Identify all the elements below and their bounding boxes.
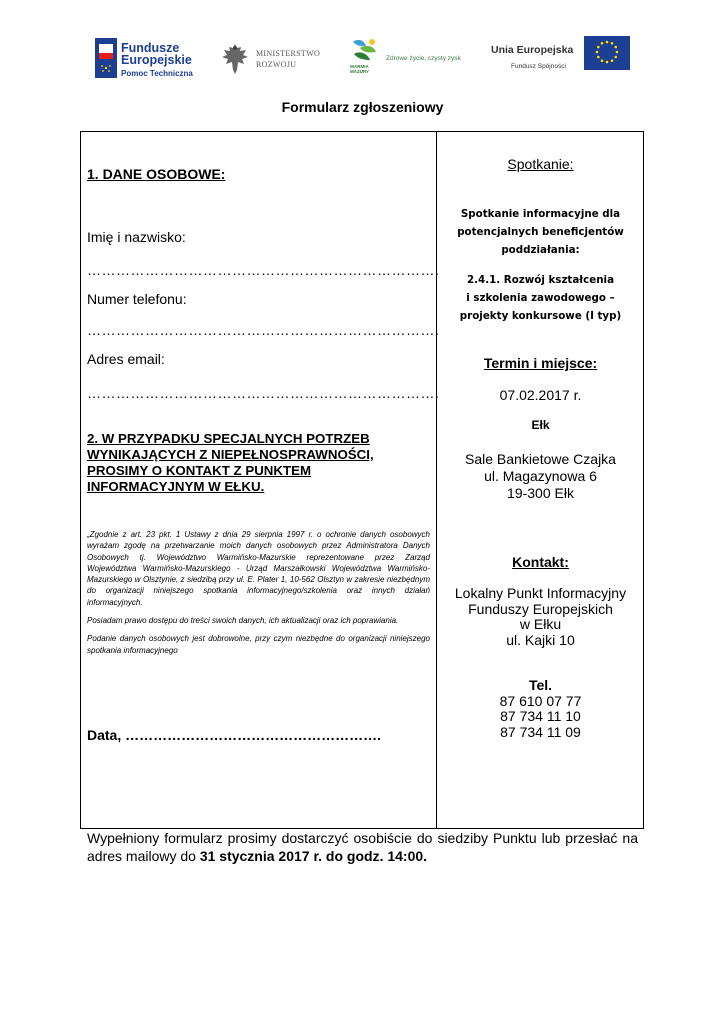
section2-heading: 2. W PRZYPADKU SPECJALNYCH POTRZEB WYNIKAJĄCYCH Z NIEPEŁNOSPRAWNOŚCI, PROSIMY O KONTAKT Z PUNKTEM INFORMACYJNYM W EŁKU.	[87, 431, 374, 494]
mr-name	[256, 48, 320, 70]
header-logos	[0, 28, 725, 90]
contact-line2: Funduszy Europejskich	[468, 600, 613, 617]
phone-numbers	[437, 678, 644, 740]
phone-label: Numer telefonu:	[87, 291, 187, 307]
eu-flag-icon	[584, 36, 630, 70]
email-label: Adres email:	[87, 351, 165, 367]
name-label: Imię i nazwisko:	[87, 229, 186, 245]
tel-number-2: 87 734 11 10	[500, 708, 581, 724]
name-field[interactable]: ……………………………………………………………….	[87, 262, 440, 278]
venue-line3: 19-300 Ełk	[507, 485, 574, 501]
fundusze-europejskie-logo	[95, 38, 210, 88]
ministerstwo-rozwoju-logo	[220, 42, 330, 82]
wm-name	[350, 64, 369, 74]
meeting-desc-line1: Spotkanie informacyjne dla	[460, 208, 621, 220]
warmia-mazury-logo	[348, 38, 478, 83]
date-field[interactable]: Data, ……………………………………………….	[87, 727, 382, 743]
fe-name	[121, 42, 192, 66]
venue-line2: ul. Magazynowa 6	[484, 468, 597, 484]
wm-name-line1: WARMIA	[350, 64, 369, 69]
email-field[interactable]: ……………………………………………………………….	[87, 385, 440, 401]
contact-label: Kontakt:	[512, 554, 569, 570]
wm-name-line2: MAZURY	[350, 69, 370, 74]
consent-paragraph-1: „Zgodnie z art. 23 pkt. 1 Ustawy z dnia 29 sierpnia 1997 r. o ochronie danych osobowych wyrażam zgodę na przetwarzanie moich danych osobowych przez Administratora Danych Osobowych tj. Województwo Warmińsko-Mazurskie reprezentowane przez Zarząd Województwa Warmińsko-Mazurskiego - Urząd Marszałkowski Województwa Warmińsko-Mazurskiego w Olsztynie, z siedzibą przy ul. E. Plater 1, 10-562 Olsztyn w zakresie niezbędnym do organizacji niniejszego spotkania informacyjnego/szkolenia oraz innych działań informacyjnych.	[87, 530, 430, 607]
data-consent-clause	[87, 529, 430, 663]
submission-deadline: 31 stycznia 2017 r. do godz. 14:00.	[199, 848, 428, 864]
meeting-label: Spotkanie:	[507, 156, 574, 172]
page-title: Formularz zgłoszeniowy	[281, 99, 444, 115]
measure-line2: i szkolenia zawodowego –	[466, 292, 615, 304]
fe-flag-icon	[95, 38, 117, 78]
consent-paragraph-3: Podanie danych osobowych jest dobrowolne, przy czym niezbędne do organizacji niniejszego spotkania informacyjnego	[87, 634, 430, 655]
meeting-city: Ełk	[531, 418, 550, 432]
meeting-description	[437, 205, 644, 259]
tel-label: Tel.	[528, 677, 553, 693]
wm-slogan: Zdrowe życie, czysty zysk	[386, 55, 461, 62]
ue-title: Unia Europejska	[491, 44, 574, 56]
measure-description	[437, 271, 644, 325]
warmia-mazury-mark-icon	[350, 38, 378, 64]
fe-name-line2: Europejskie	[121, 53, 192, 67]
submission-note	[87, 829, 638, 865]
measure-line3: projekty konkursowe (I typ)	[459, 310, 622, 322]
fe-subtitle: Pomoc Techniczna	[121, 69, 193, 78]
tel-number-1: 87 610 07 77	[499, 692, 582, 709]
contact-line1: Lokalny Punkt Informacyjny	[454, 585, 627, 601]
contact-info	[437, 586, 644, 648]
venue-line1: Sale Bankietowe Czajka	[465, 451, 616, 467]
venue	[437, 451, 644, 502]
submission-note-text: Wypełniony formularz prosimy dostarczyć osobiście do siedziby Punktu lub przesłać na adres mailowy do	[87, 830, 638, 864]
date-place-label: Termin i miejsce:	[483, 355, 598, 371]
measure-line1: 2.4.1. Rozwój kształcenia	[466, 274, 615, 286]
phone-field[interactable]: ……………………………………………………………….	[87, 322, 440, 338]
meeting-desc-line2: potencjalnych beneficjentów	[457, 226, 624, 238]
eagle-icon	[220, 42, 250, 76]
section1-heading: 1. DANE OSOBOWE:	[87, 166, 226, 182]
ue-subtitle: Fundusz Spójności	[511, 63, 566, 70]
contact-line3: w Ełku	[519, 616, 562, 632]
contact-line4: ul. Kajki 10	[506, 631, 575, 648]
unia-europejska-logo	[488, 36, 648, 82]
tel-number-3: 87 734 11 09	[500, 723, 581, 740]
consent-paragraph-2: Posiadam prawo dostępu do treści swoich danych, ich aktualizacji oraz ich poprawiania.	[87, 616, 399, 626]
meeting-desc-line3: poddziałania:	[501, 244, 580, 256]
mr-name-line1: MINISTERSTWO	[256, 49, 321, 58]
fe-name-line1: Fundusze	[121, 41, 180, 55]
meeting-date: 07.02.2017 r.	[499, 387, 582, 403]
mr-name-line2: ROZWOJU	[256, 60, 297, 69]
